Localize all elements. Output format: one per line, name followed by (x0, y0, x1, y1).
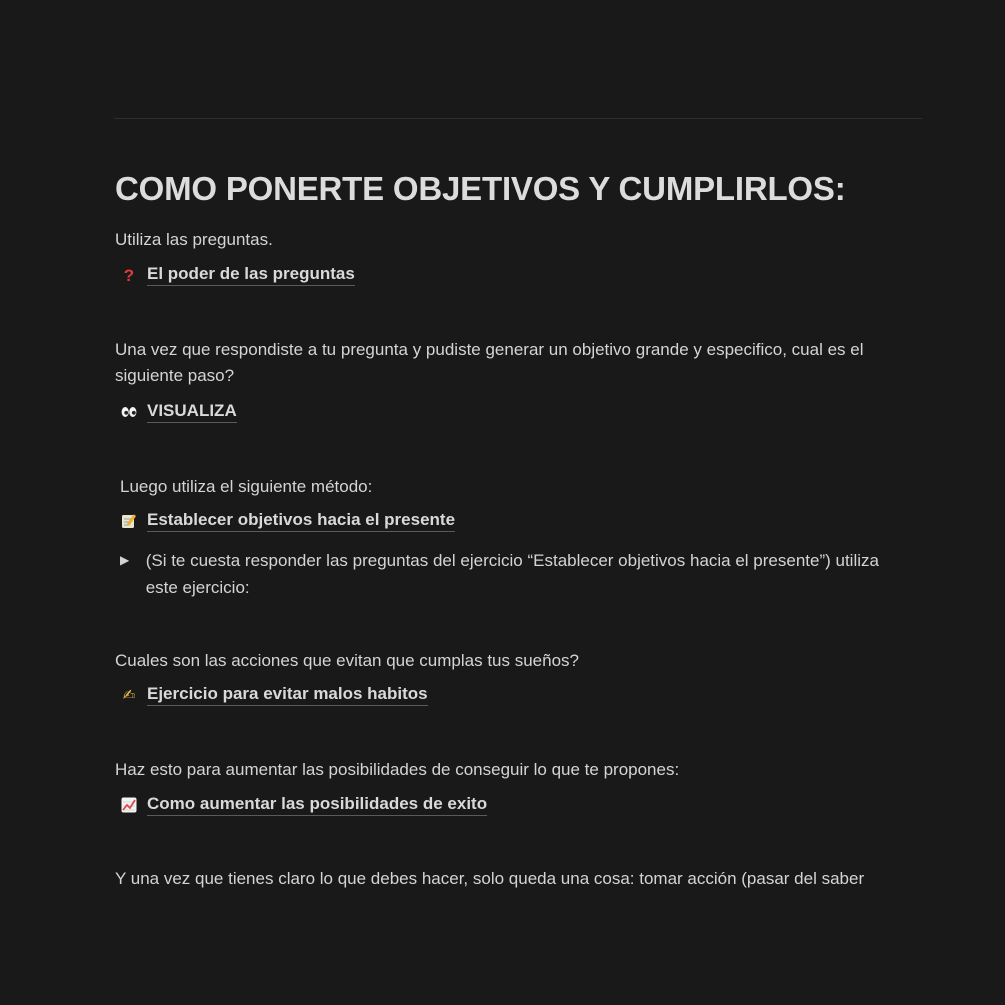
page-link-label[interactable]: El poder de las preguntas (147, 264, 355, 286)
chart-increasing-icon (120, 796, 138, 814)
page-link-label[interactable]: Como aumentar las posibilidades de exito (147, 794, 487, 816)
page-link-label[interactable]: Establecer objetivos hacia el presente (147, 510, 455, 532)
toggle-text: (Si te cuesta responder las preguntas del ejercicio “Establecer objetivos hacia el presente”) utiliza este ejercicio: (145, 551, 879, 597)
page-link-habitos[interactable] (120, 683, 428, 707)
page-link-label[interactable]: VISUALIZA (147, 401, 237, 423)
paragraph-tomar-accion: Y una vez que tienes claro lo que debes hacer, solo queda una cosa: tomar acción (pasar del saber (115, 869, 865, 888)
page-link-establecer[interactable] (120, 509, 455, 533)
page-link-preguntas[interactable] (120, 263, 355, 287)
page-link-exito[interactable] (120, 793, 487, 817)
writing-hand-icon: ✍ (122, 686, 136, 704)
memo-icon (120, 512, 138, 530)
paragraph-acciones: Cuales son las acciones que evitan que cumplas tus sueños? (115, 651, 580, 670)
question-mark-icon: ? (123, 265, 135, 285)
toggle-block[interactable] (120, 547, 910, 601)
top-divider (114, 118, 922, 119)
page-link-visualiza[interactable] (120, 400, 237, 424)
page-link-label[interactable]: Ejercicio para evitar malos habitos (147, 684, 428, 706)
toggle-arrow-icon[interactable]: ▶ (120, 553, 130, 567)
page-heading: COMO PONERTE OBJETIVOS Y CUMPLIRLOS: (115, 170, 846, 207)
intro-text: Utiliza las preguntas. (115, 230, 273, 249)
eyes-icon (120, 403, 138, 421)
paragraph-aumentar: Haz esto para aumentar las posibilidades de conseguir lo que te propones: (115, 760, 680, 779)
paragraph-method: Luego utiliza el siguiente método: (120, 477, 373, 496)
paragraph-next-step: Una vez que respondiste a tu pregunta y pudiste generar un objetivo grande y especifico, cual es el siguiente paso? (115, 340, 864, 385)
